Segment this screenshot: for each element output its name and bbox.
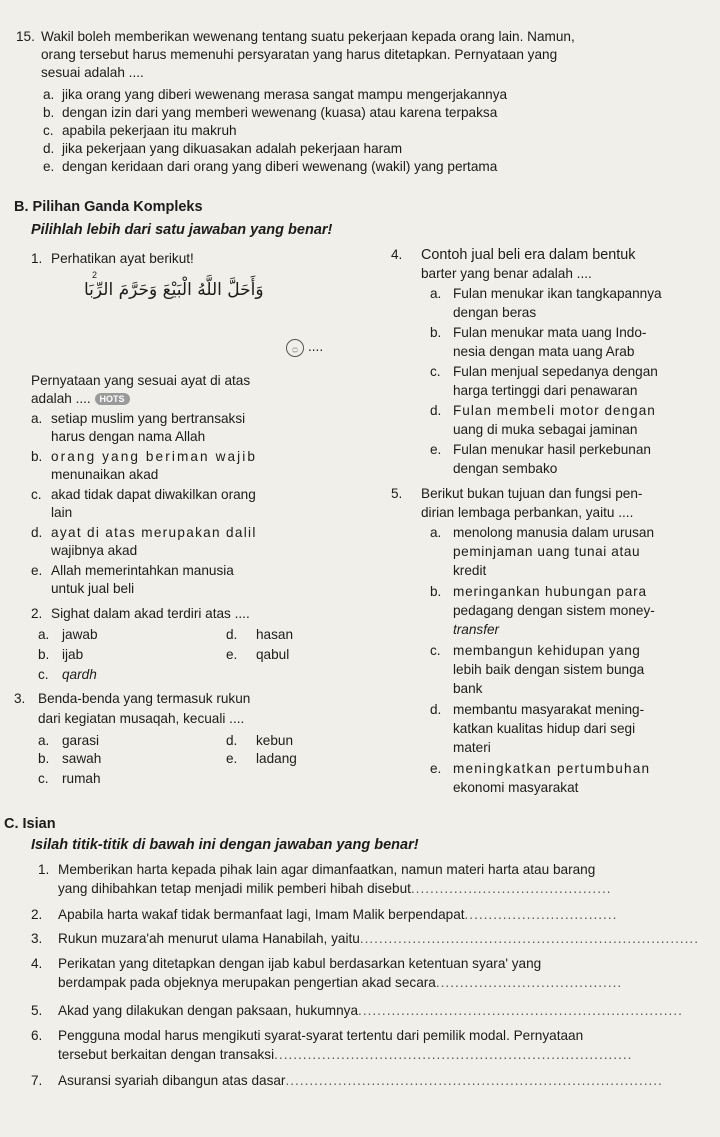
c3-line: Rukun muzara'ah menurut ulama Hanabilah, yaitu....................................................................... (58, 931, 699, 946)
b1-stem: Perhatikan ayat berikut! (51, 251, 194, 266)
b5-option-d-line1[interactable]: membantu masyarakat mening- (453, 702, 645, 717)
b3-stem-line1: Benda-benda yang termasuk rukun (38, 691, 251, 706)
b1-option-b-line2: menunaikan akad (51, 467, 159, 482)
c4-line1: Perikatan yang ditetapkan dengan ijab kabul berdasarkan ketentuan syara' yang (58, 956, 542, 971)
section-b-heading: B. Pilihan Ganda Kompleks (14, 199, 203, 215)
b1-option-d-line2: wajibnya akad (51, 543, 138, 558)
b1-option-b-line1[interactable]: orang yang beriman wajib (51, 449, 258, 464)
b1-option-e-line1[interactable]: Allah memerintahkan manusia (51, 563, 234, 578)
b3-option-e[interactable]: ladang (256, 751, 297, 766)
ayat-end-mark-icon: ۝ (286, 339, 304, 357)
q15-option-d[interactable]: jika pekerjaan yang dikuasakan adalah pekerjaan haram (62, 141, 403, 156)
b4-stem-line2: barter yang benar adalah .... (421, 266, 592, 281)
q15-stem-line1: Wakil boleh memberikan wewenang tentang suatu pekerjaan kepada orang lain. Namun, (41, 29, 575, 44)
q15-stem-line3: sesuai adalah .... (41, 65, 144, 80)
b3-option-b[interactable]: sawah (62, 751, 102, 766)
b1-option-c-line1[interactable]: akad tidak dapat diwakilkan orang (51, 487, 256, 502)
b4-option-b-line2: nesia dengan mata uang Arab (453, 344, 635, 359)
ayat-number: 2 (92, 270, 98, 280)
b2-option-c[interactable]: qardh (62, 667, 97, 682)
b3-option-c[interactable]: rumah (62, 771, 101, 786)
c7-line: Asuransi syariah dibangun atas dasar............................................................................... (58, 1073, 663, 1088)
q15-stem-line2: orang tersebut harus memenuhi persyaratan yang harus ditetapkan. Pernyataan yang (41, 47, 558, 62)
c5-line: Akad yang dilakukan dengan paksaan, hukumnya.................................................................... (58, 1003, 683, 1018)
b5-option-c-line1[interactable]: membangun kehidupan yang (453, 643, 641, 658)
c2-line: Apabila harta wakaf tidak bermanfaat lagi, Imam Malik berpendapat................................ (58, 907, 618, 922)
b5-option-a-line3: kredit (453, 563, 487, 578)
b5-option-e-line1[interactable]: meningkatkan pertumbuhan (453, 761, 651, 776)
b5-stem-line2: dirian lembaga perbankan, yaitu .... (421, 505, 634, 520)
q15-option-b[interactable]: dengan izin dari yang memberi wewenang (kuasa) atau karena terpaksa (62, 105, 498, 120)
b5-option-b-line3: transfer (453, 622, 500, 637)
b2-option-e[interactable]: qabul (256, 647, 290, 662)
hots-badge: HOTS (95, 393, 130, 405)
c4-line2: berdampak pada objeknya merupakan pengertian akad secara....................................... (58, 975, 623, 990)
b3-option-a[interactable]: garasi (62, 733, 100, 748)
b5-stem-line1: Berikut bukan tujuan dan fungsi pen- (421, 486, 643, 501)
b1-option-c-line2: lain (51, 505, 73, 520)
section-c-instruction: Isilah titik-titik di bawah ini dengan jawaban yang benar! (31, 837, 419, 853)
c6-line2: tersebut berkaitan dengan transaksi........................................................................... (58, 1047, 633, 1062)
b4-option-a-line2: dengan beras (453, 305, 537, 320)
b1-option-a-line1[interactable]: setiap muslim yang bertransaksi (51, 411, 246, 426)
b2-option-a[interactable]: jawab (62, 627, 98, 642)
b5-option-c-line2: lebih baik dengan sistem bunga (453, 662, 645, 677)
q15-option-c[interactable]: apabila pekerjaan itu makruh (62, 123, 237, 138)
b4-stem-line1: Contoh jual beli era dalam bentuk (421, 247, 636, 263)
b1-option-a-line2: harus dengan nama Allah (51, 429, 206, 444)
b1-option-e-line2: untuk jual beli (51, 581, 135, 596)
b4-option-e-line1[interactable]: Fulan menukar hasil perkebunan (453, 442, 651, 457)
b5-option-e-line2: ekonomi masyarakat (453, 780, 579, 795)
b4-option-d-line2: uang di muka sebagai jaminan (453, 422, 638, 437)
q15-option-a[interactable]: jika orang yang diberi wewenang merasa sangat mampu mengerjakannya (62, 87, 508, 102)
b5-option-d-line2: katkan kualitas hidup dari segi (453, 721, 636, 736)
b5-option-b-line2: pedagang dengan sistem money- (453, 603, 655, 618)
b1-option-d-line1[interactable]: ayat di atas merupakan dalil (51, 525, 257, 540)
b2-option-b[interactable]: ijab (62, 647, 84, 662)
b2-option-d[interactable]: hasan (256, 627, 294, 642)
b5-option-c-line3: bank (453, 681, 483, 696)
b4-option-a-line1[interactable]: Fulan menukar ikan tangkapannya (453, 286, 662, 301)
b2-number: 2. (31, 606, 43, 621)
b4-option-b-line1[interactable]: Fulan menukar mata uang Indo- (453, 325, 647, 340)
c1-line1: Memberikan harta kepada pihak lain agar dimanfaatkan, namun materi harta atau barang (58, 862, 596, 877)
b2-stem: Sighat dalam akad terdiri atas .... (51, 606, 250, 621)
b4-option-c-line1[interactable]: Fulan menjual sepedanya dengan (453, 364, 658, 379)
section-b-instruction: Pilihlah lebih dari satu jawaban yang benar! (31, 222, 333, 238)
b1-stem-line-b: adalah .... HOTS (31, 390, 130, 408)
b1-number: 1. (31, 251, 43, 266)
b4-option-c-line2: harga tertinggi dari penawaran (453, 383, 638, 398)
c6-line1: Pengguna modal harus mengikuti syarat-syarat tertentu dari pemilik modal. Pernyataan (58, 1028, 584, 1043)
b4-number: 4. (391, 247, 403, 262)
b1-stem-line-a: Pernyataan yang sesuai ayat di atas (31, 373, 251, 388)
section-c-heading: C. Isian (4, 816, 56, 832)
b5-number: 5. (391, 486, 403, 501)
worksheet-page: 15. Wakil boleh memberikan wewenang tentang suatu pekerjaan kepada orang lain. Namun, orang tersebut harus memenuhi persyaratan yang harus ditetapkan. Pernyataan yang sesuai adalah .... a. jika orang yang diberi wewenang merasa sangat mampu mengerjakannya b. dengan izin dari yang memberi wewenang (kuasa) atau karena terpaksa c. apabila pekerjaan itu makruh d. jika pekerjaan yang dikuasakan adalah pekerjaan haram e. dengan keridaan dari orang yang diberi wewenang (wakil) yang pertama B. Pilihan Ganda Kompleks Pilihlah lebih dari satu jawaban yang benar! 1. Perhatikan ayat berikut! 2 وَأَحَلَّ اللَّهُ الْبَيْعَ وَحَرَّمَ الرِّبَا ۝ .... Pernyataan yang sesuai ayat di atas adalah .... HOTS a. setiap muslim yang bertransaksi harus dengan nama Allah b. orang yang beriman wajib menunaikan akad c. akad tidak dapat diwakilkan orang lain d. ayat di atas merupakan dalil wajibnya akad e. Allah memerintahkan manusia untuk jual beli 2. Sighat dalam akad terdiri atas .... a. jawab d. hasan b. ijab e. qabul c. qardh 3. Benda-benda yang termasuk rukun dari kegiatan musaqah, kecuali .... a. garasi d. kebun b. sawah e. ladang c. rumah 4. Contoh jual beli era dalam bentuk barter yang benar adalah .... a. Fulan menukar ikan tangkapannya dengan beras b. Fulan menukar mata uang Indo- nesia dengan mata uang Arab c. Fulan menjual sepedanya dengan harga tertinggi dari penawaran d. Fulan membeli motor dengan uang di muka sebagai jaminan e. Fulan menukar hasil perkebunan dengan sembako 5. Berikut bukan tujuan dan fungsi pen- dirian lembaga perbankan, yaitu .... a. menolong manusia dalam urusan peminjaman uang tunai atau kredit b. meringankan hubungan para pedagang dengan sistem money- transfer c. membangun kehidupan yang lebih baik dengan sistem bunga bank d. membantu masyarakat mening- katkan kualitas hidup dari segi materi e. meningkatkan pertumbuhan ekonomi masyarakat C. Isian Isilah titik-titik di bawah ini dengan jawaban yang benar! 1. Memberikan harta kepada pihak lain agar dimanfaatkan, namun materi harta atau barang yang dihibahkan tetap menjadi milik pemberi hibah disebut.......................................... 2. Apabila harta wakaf tidak bermanfaat lagi, Imam Malik berpendapat................................ 3. Rukun muzara'ah menurut ulama Hanabilah, yaitu....................................................................... 4. Perikatan yang ditetapkan dengan ijab kabul berdasarkan ketentuan syara' yang berdampak pada objeknya merupakan pengertian akad secara....................................... 5. Akad yang dilakukan dengan paksaan, hukumnya.................................................................... 6. Pengguna modal harus mengikuti syarat-syarat tertentu dari pemilik modal. Pernyataan tersebut berkaitan dengan transaksi........................................................................... 7. Asuransi syariah dibangun atas dasar............................................................................... (4, 29, 699, 1088)
b4-option-d-line1[interactable]: Fulan membeli motor dengan (453, 403, 656, 418)
b5-option-a-line1[interactable]: menolong manusia dalam urusan (453, 525, 655, 540)
c1-line2: yang dihibahkan tetap menjadi milik pemberi hibah disebut.......................................... (58, 881, 612, 896)
arabic-verse: وَأَحَلَّ اللَّهُ الْبَيْعَ وَحَرَّمَ الرِّبَا (84, 280, 264, 300)
b3-number: 3. (14, 691, 26, 706)
b3-stem-line2: dari kegiatan musaqah, kecuali .... (38, 711, 245, 726)
b5-option-d-line3: materi (453, 740, 491, 755)
q15-option-e[interactable]: dengan keridaan dari orang yang diberi wewenang (wakil) yang pertama (62, 159, 498, 174)
b5-option-a-line2: peminjaman uang tunai atau (453, 544, 641, 559)
b3-option-d[interactable]: kebun (256, 733, 294, 748)
b4-option-e-line2: dengan sembako (453, 461, 558, 476)
q15-number: 15. (16, 29, 35, 44)
b5-option-b-line1[interactable]: meringankan hubungan para (453, 584, 647, 599)
